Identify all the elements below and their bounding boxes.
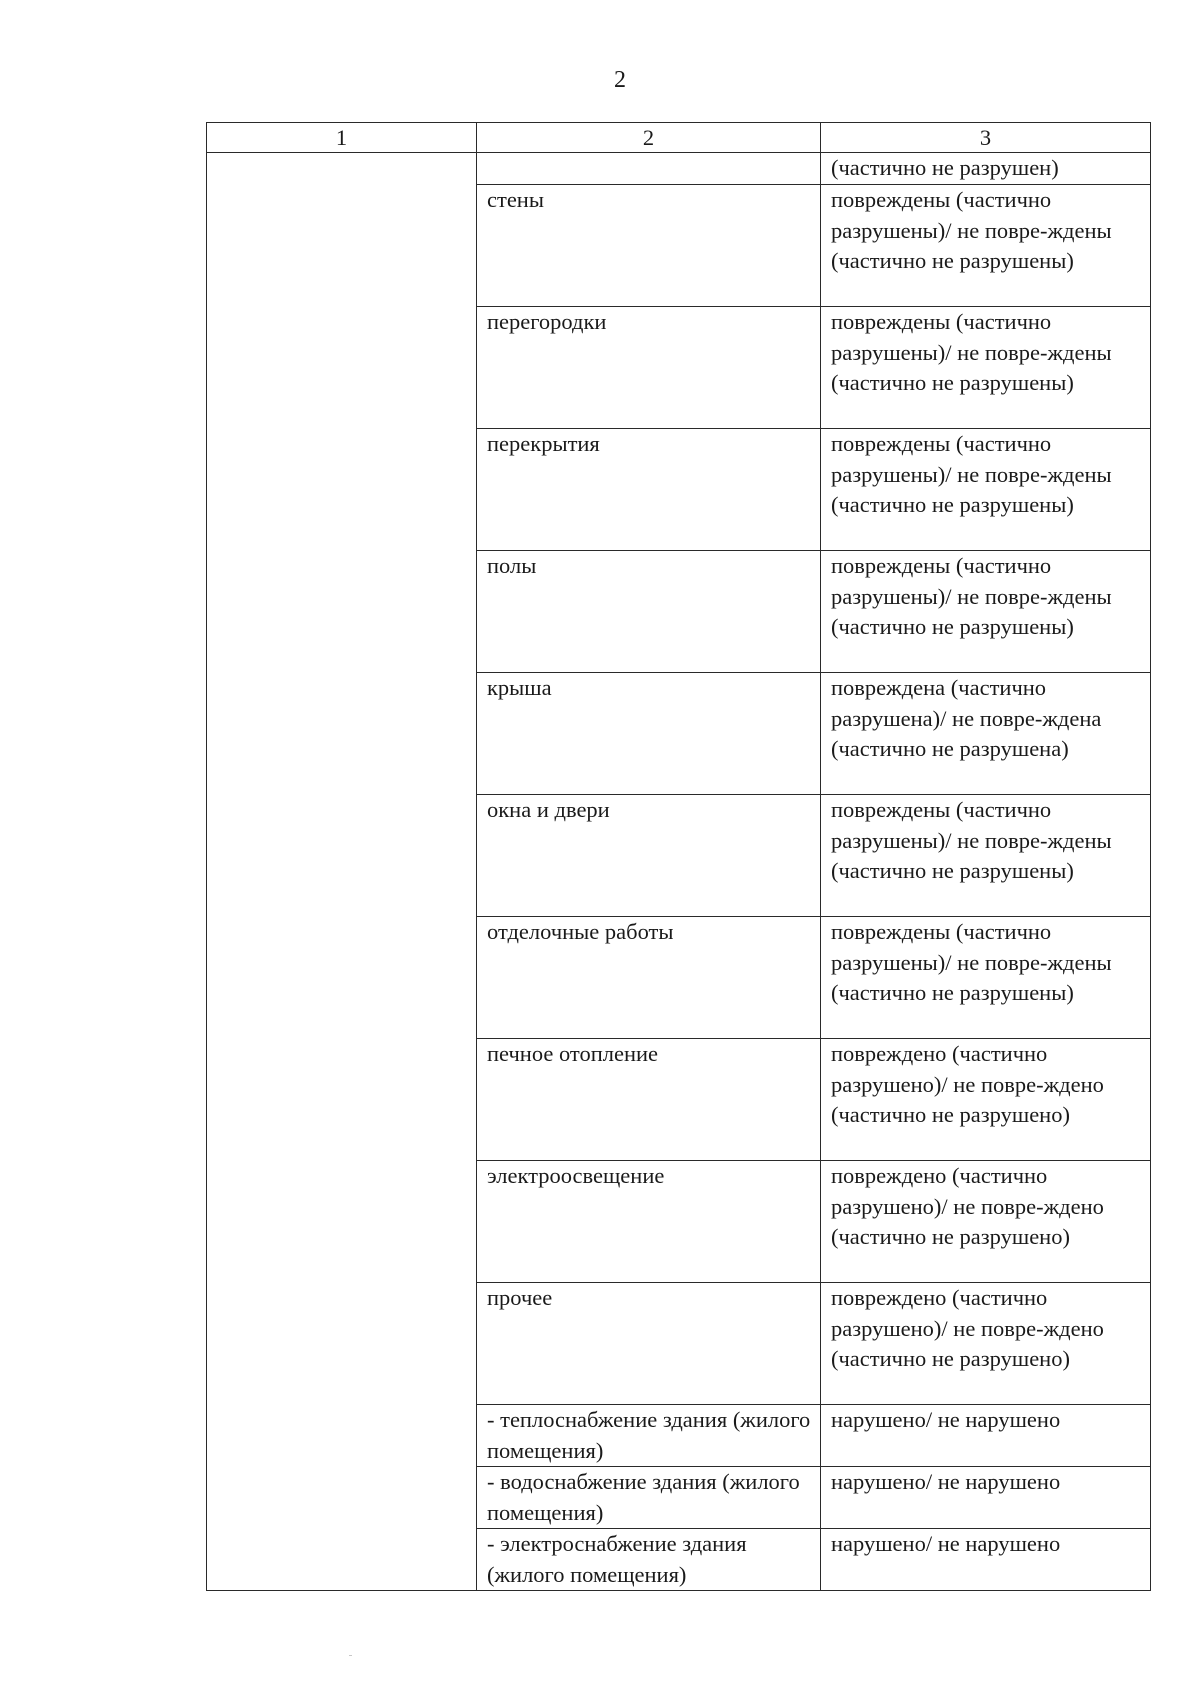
element-cell: перегородки [477,307,821,429]
element-cell: электроосвещение [477,1161,821,1283]
damage-assessment-table [206,122,1151,1591]
element-cell: прочее [477,1283,821,1405]
utility-cell: - водоснабжение здания (жилого помещения) [477,1467,821,1529]
state-cell [821,307,1151,429]
state-text: повреждены (частично разрушены)/ не повре-ждены (частично не разрушены) [831,309,1112,395]
utility-state-cell: нарушено/ не нарушено [821,1467,1151,1529]
state-cell [821,795,1151,917]
element-cell: крыша [477,673,821,795]
utility-state-cell: нарушено/ не нарушено [821,1405,1151,1467]
state-cell [821,1039,1151,1161]
element-cell: окна и двери [477,795,821,917]
state-text: повреждено (частично разрушено)/ не повре-ждено (частично не разрушено) [831,1285,1104,1371]
column-header-3: 3 [821,123,1151,153]
state-cell [821,1161,1151,1283]
element-cell: печное отопление [477,1039,821,1161]
table-row [207,153,1151,185]
page-number: 2 [614,67,626,93]
state-text: повреждены (частично разрушены)/ не повре-ждены (частично не разрушены) [831,797,1112,883]
state-text: повреждены (частично разрушены)/ не повре-ждены (частично не разрушены) [831,187,1112,273]
column-header-2: 2 [477,123,821,153]
state-text: повреждена (частично разрушена)/ не повре-ждена (частично не разрушена) [831,675,1102,761]
state-text: повреждены (частично разрушены)/ не повре-ждены (частично не разрушены) [831,919,1112,1005]
utility-cell: - теплоснабжение здания (жилого помещения) [477,1405,821,1467]
utility-state-cell: нарушено/ не нарушено [821,1529,1151,1591]
state-cell [821,185,1151,307]
column-1-empty-cell [207,153,477,1591]
state-text: повреждено (частично разрушено)/ не повре-ждено (частично не разрушено) [831,1163,1104,1249]
element-cell: перекрытия [477,429,821,551]
column-header-1: 1 [207,123,477,153]
state-cell [821,673,1151,795]
state-text: повреждено (частично разрушено)/ не повре-ждено (частично не разрушено) [831,1041,1104,1127]
scan-speck [349,1655,352,1656]
state-cell-continuation: (частично не разрушен) [821,153,1151,185]
utility-cell: - электроснабжение здания (жилого помещения) [477,1529,821,1591]
state-text: повреждены (частично разрушены)/ не повре-ждены (частично не разрушены) [831,431,1112,517]
element-cell: отделочные работы [477,917,821,1039]
state-cell [821,429,1151,551]
element-cell: полы [477,551,821,673]
element-cell-empty [477,153,821,185]
element-cell: стены [477,185,821,307]
state-text: повреждены (частично разрушены)/ не повре-ждены (частично не разрушены) [831,553,1112,639]
state-cell [821,917,1151,1039]
state-cell [821,1283,1151,1405]
table-header-row [207,123,1151,153]
state-cell [821,551,1151,673]
